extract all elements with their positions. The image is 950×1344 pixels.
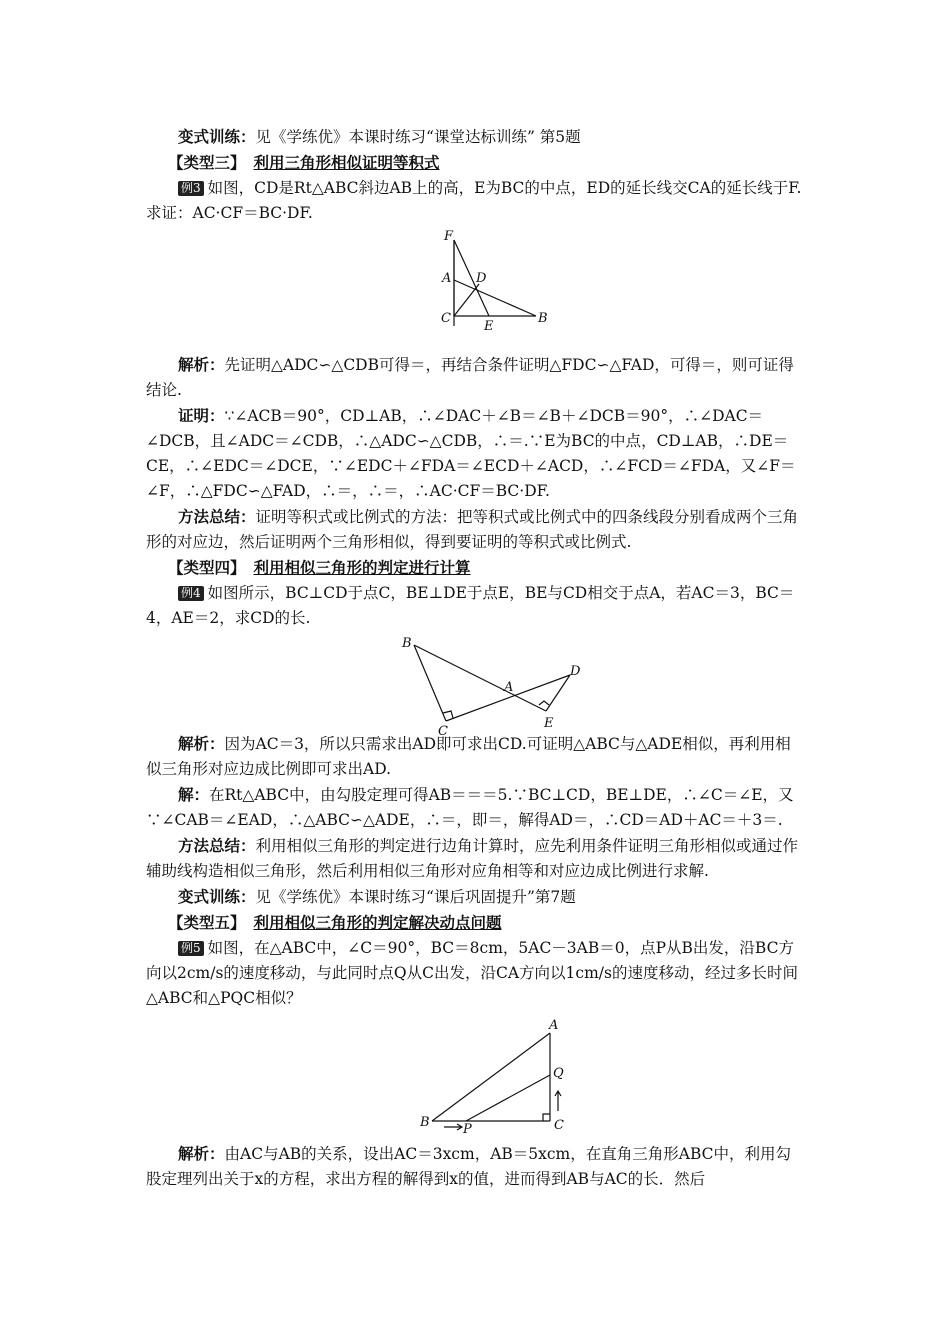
svg-text:C: C (438, 724, 448, 739)
example4-method-summary: 方法总结：利用相似三角形的判定进行边角计算时，应先利用条件证明三角形相似或通过作辅助线构造相似三角形，然后利用相似三角形对应角相等和对应边成比例进行求解. (146, 836, 799, 880)
variant-training-1: 变式训练：见《学练优》本课时练习“课堂达标训练” 第5题 (178, 127, 581, 146)
svg-text:C: C (441, 311, 451, 326)
example4-badge: 例4 (178, 586, 204, 601)
example5-badge: 例5 (178, 941, 204, 956)
svg-text:E: E (484, 319, 494, 334)
svg-text:A: A (549, 1018, 559, 1033)
example4-analysis: 解析：因为AC＝3，所以只需求出AD即可求出CD.可证明△ABC与△ADE相似，再利用相似三角形对应边成比例即可求出AD. (146, 734, 791, 778)
example5-problem: 例5 如图，在△ABC中，∠C＝90°，BC＝8cm，5AC－3AB＝0，点P从B出发，沿BC方向以2cm/s的速度移动，与此同时点Q从C出发，沿CA方向以1cm/s的速度移动，经过多长时间△ABC和△PQC相似？ (146, 939, 798, 1007)
type5-heading: 【类型五】 利用相似三角形的判定解决动点问题 (168, 913, 502, 932)
type3-heading: 【类型三】 利用三角形相似证明等积式 (168, 153, 440, 172)
example3-analysis: 解析：先证明△ADC∽△CDB可得＝，再结合条件证明△FDC∽△FAD，可得＝，则可证得结论. (146, 355, 794, 399)
svg-text:B: B (538, 311, 548, 326)
svg-text:F: F (444, 229, 454, 244)
figure-example3 (146, 226, 806, 352)
figure-example5 (146, 1011, 806, 1137)
variant-training-2: 变式训练：见《学练优》本课时练习“课后巩固提升”第7题 (178, 887, 576, 906)
svg-text:A: A (504, 680, 514, 695)
example4-solution: 解：在Rt△ABC中，由勾股定理可得AB＝＝＝5.∵BC⊥CD，BE⊥DE，∴∠C＝∠E，又∵∠CAB＝∠EAD，∴△ABC∽△ADE，∴＝，即＝，解得AD＝，∴CD＝AD＋AC＝＋3＝. (146, 785, 794, 829)
svg-text:E: E (544, 716, 554, 731)
svg-text:A: A (442, 271, 452, 286)
example3-proof: 证明：∵∠ACB＝90°，CD⊥AB，∴∠DAC＋∠B＝∠B＋∠DCB＝90°，∴∠DAC＝∠DCB，且∠ADC＝∠CDB，∴△ADC∽△CDB，∴＝.∵E为BC的中点，CD⊥AB，∴DE＝CE，∴∠EDC＝∠DCE，∵∠EDC＋∠FDA＝∠ECD＋∠ACD，∴∠FCD＝∠FDA，又∠F＝∠F，∴△FDC∽△FAD，∴＝，∴＝，∴AC·CF＝BC·DF. (146, 406, 796, 500)
example4-problem: 例4 如图所示，BC⊥CD于点C，BE⊥DE于点E，BE与CD相交于点A，若AC＝3，BC＝4，AE＝2，求CD的长. (146, 584, 795, 627)
svg-text:D: D (476, 271, 487, 286)
svg-text:C: C (554, 1118, 564, 1133)
example3-badge: 例3 (178, 181, 204, 196)
svg-text:B: B (402, 636, 412, 651)
example3-problem: 例3 如图，CD是Rt△ABC斜边AB上的高，E为BC的中点，ED的延长线交CA的延长线于F.求证：AC·CF＝BC·DF. (146, 179, 802, 222)
triangle-diagram-fdcb (146, 226, 806, 352)
svg-text:D: D (570, 664, 581, 679)
example3-method-summary: 方法总结：证明等积式或比例式的方法：把等积式或比例式中的四条线段分别看成两个三角形的对应边，然后证明两个三角形相似，得到要证明的等积式或比例式. (146, 507, 799, 551)
svg-text:Q: Q (553, 1066, 564, 1081)
type4-heading: 【类型四】 利用相似三角形的判定进行计算 (168, 558, 471, 577)
figure-example4 (146, 631, 806, 739)
example5-analysis: 解析：由AC与AB的关系，设出AC＝3xcm，AB＝5xcm，在直角三角形ABC中，利用勾股定理列出关于x的方程，求出方程的解得到x的值，进而得到AB与AC的长．然后 (146, 1144, 791, 1188)
document-page (146, 124, 806, 1192)
crossed-triangles-diagram (146, 631, 806, 739)
svg-text:P: P (463, 1122, 472, 1137)
right-triangle-moving-points-diagram (146, 1011, 806, 1137)
svg-text:B: B (420, 1115, 430, 1130)
